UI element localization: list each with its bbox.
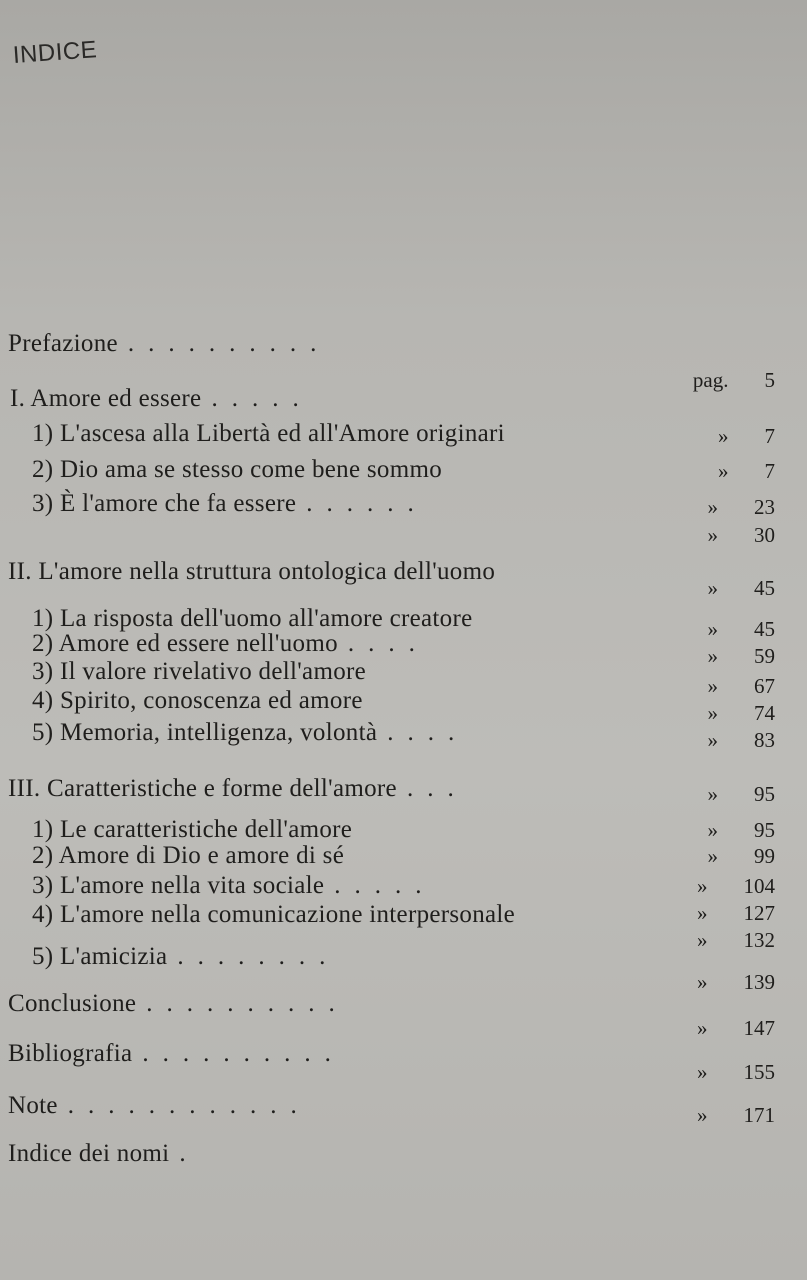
toc-entry-label: 1) L'ascesa alla Libertà ed all'Amore originari: [32, 420, 505, 447]
toc-entry: [8, 1140, 200, 1168]
ditto-mark: »: [697, 1060, 708, 1084]
page-number: 139: [743, 970, 775, 994]
dot-leader: ....: [387, 719, 469, 746]
ditto-mark: »: [718, 459, 729, 483]
ditto-mark: »: [707, 782, 718, 806]
toc-entry: [8, 330, 330, 358]
toc-entry-label: 2) Amore ed essere nell'uomo: [32, 630, 338, 657]
toc-entry-label: 4) L'amore nella comunicazione interpersonale: [32, 901, 516, 928]
toc-entry-label: 5) Memoria, intelligenza, volontà: [32, 719, 378, 746]
toc-page-number: [708, 495, 776, 520]
page-number: 45: [754, 576, 775, 600]
toc-entry-label: Note: [8, 1092, 58, 1119]
dot-leader: ..........: [142, 1040, 345, 1067]
dot-leader: ....: [347, 630, 429, 657]
dot-leader: ......: [306, 490, 428, 517]
ditto-mark: »: [707, 701, 718, 725]
toc-entry: [8, 775, 468, 803]
page-number: 5: [764, 368, 775, 392]
toc-page-number: [708, 782, 776, 807]
toc-entry: [8, 558, 495, 586]
toc-entry-label: Bibliografia: [8, 1040, 133, 1067]
page-number: 59: [754, 644, 775, 668]
toc-page-number: [708, 728, 776, 753]
toc-entry: [32, 719, 468, 747]
ditto-mark: »: [707, 617, 718, 641]
toc-entry-label: 3) L'amore nella vita sociale: [32, 872, 325, 899]
toc-entry-label: Conclusione: [8, 990, 137, 1017]
page-prefix: pag.: [692, 368, 729, 392]
toc-entry-label: III. Caratteristiche e forme dell'amore: [8, 775, 397, 802]
toc-entry: [32, 630, 429, 658]
toc-page-number: [708, 701, 776, 726]
toc-page-number: [708, 844, 776, 869]
toc-entry-label: Prefazione: [8, 330, 118, 357]
toc-page-number: [718, 459, 775, 484]
page-number: 171: [743, 1103, 775, 1127]
toc-page-number: [697, 901, 775, 926]
toc-page-number: [708, 644, 776, 669]
ditto-mark: »: [707, 728, 718, 752]
index-title: INDICE: [12, 36, 99, 69]
toc-page-number: [708, 576, 776, 601]
toc-entry: [32, 842, 344, 870]
ditto-mark: »: [697, 874, 708, 898]
toc-entry-label: 1) La risposta dell'uomo all'amore creatore: [32, 605, 473, 632]
dot-leader: ............: [67, 1092, 311, 1119]
toc-entry-label: Indice dei nomi: [8, 1140, 170, 1167]
toc-entry-label: I. Amore ed essere: [10, 385, 202, 412]
toc-entry: [8, 1040, 345, 1068]
toc-page-number: [718, 424, 775, 449]
ditto-mark: »: [718, 424, 729, 448]
page-number: 83: [754, 728, 775, 752]
page-number: 23: [754, 495, 775, 519]
dot-leader: .....: [334, 872, 436, 899]
ditto-mark: »: [707, 576, 718, 600]
toc-entry-label: 5) L'amicizia: [32, 943, 168, 970]
toc-entry: [32, 943, 339, 971]
toc-entry-label: 3) È l'amore che fa essere: [32, 490, 297, 517]
ditto-mark: »: [697, 970, 708, 994]
toc-page-number: [697, 874, 775, 899]
ditto-mark: »: [697, 901, 708, 925]
toc-entry: [32, 901, 515, 929]
dot-leader: .: [179, 1140, 200, 1167]
toc-page-number: [708, 523, 776, 548]
ditto-mark: »: [707, 844, 718, 868]
page-number: 7: [764, 459, 775, 483]
page-number: 104: [743, 874, 775, 898]
page-number: 147: [743, 1016, 775, 1040]
toc-entry-label: 1) Le caratteristiche dell'amore: [32, 816, 353, 843]
page-number: 132: [743, 928, 775, 952]
toc-entry: [8, 1092, 311, 1120]
ditto-mark: »: [707, 495, 718, 519]
toc-page-number: [708, 818, 776, 843]
ditto-mark: »: [707, 818, 718, 842]
ditto-mark: »: [697, 1103, 708, 1127]
page-number: 67: [754, 674, 775, 698]
toc-page-number: [697, 1016, 775, 1041]
page-number: 95: [754, 782, 775, 806]
toc-page-number: [697, 1060, 775, 1085]
toc-page-number: [708, 617, 776, 642]
page-number: 127: [743, 901, 775, 925]
ditto-mark: »: [697, 1016, 708, 1040]
ditto-mark: »: [707, 523, 718, 547]
toc-entry: [32, 456, 442, 484]
dot-leader: ........: [177, 943, 340, 970]
toc-entry-label: 2) Dio ama se stesso come bene sommo: [32, 456, 443, 483]
dot-leader: .....: [211, 385, 313, 412]
page-number: 99: [754, 844, 775, 868]
toc-entry: [32, 658, 366, 686]
toc-entry-label: II. L'amore nella struttura ontologica dell'uomo: [8, 558, 496, 585]
toc-page-number: [693, 368, 775, 393]
page-number: 155: [743, 1060, 775, 1084]
page-number: 45: [754, 617, 775, 641]
page-number: 7: [764, 424, 775, 448]
dot-leader: ..........: [127, 330, 331, 357]
toc-entry-label: 2) Amore di Dio e amore di sé: [32, 842, 345, 869]
toc-page-number: [697, 1103, 775, 1128]
ditto-mark: »: [707, 674, 718, 698]
dot-leader: ...: [406, 775, 468, 802]
dot-leader: ..........: [146, 990, 349, 1017]
toc-entry: [32, 420, 505, 448]
toc-page-number: [697, 928, 775, 953]
toc-entry: [32, 605, 473, 633]
toc-entry-label: 3) Il valore rivelativo dell'amore: [32, 658, 367, 685]
ditto-mark: »: [707, 644, 718, 668]
toc-entry: [32, 687, 363, 715]
toc-entry-label: 4) Spirito, conoscenza ed amore: [32, 687, 363, 714]
page-number: 74: [754, 701, 775, 725]
toc-page-number: [708, 674, 776, 699]
ditto-mark: »: [697, 928, 708, 952]
toc-page-number: [697, 970, 775, 995]
page-number: 30: [754, 523, 775, 547]
toc-entry: [32, 490, 428, 518]
page-number: 95: [754, 818, 775, 842]
toc-entry: [32, 872, 436, 900]
toc-entry: [10, 385, 313, 413]
toc-entry: [8, 990, 349, 1018]
toc-entry: [32, 816, 352, 844]
